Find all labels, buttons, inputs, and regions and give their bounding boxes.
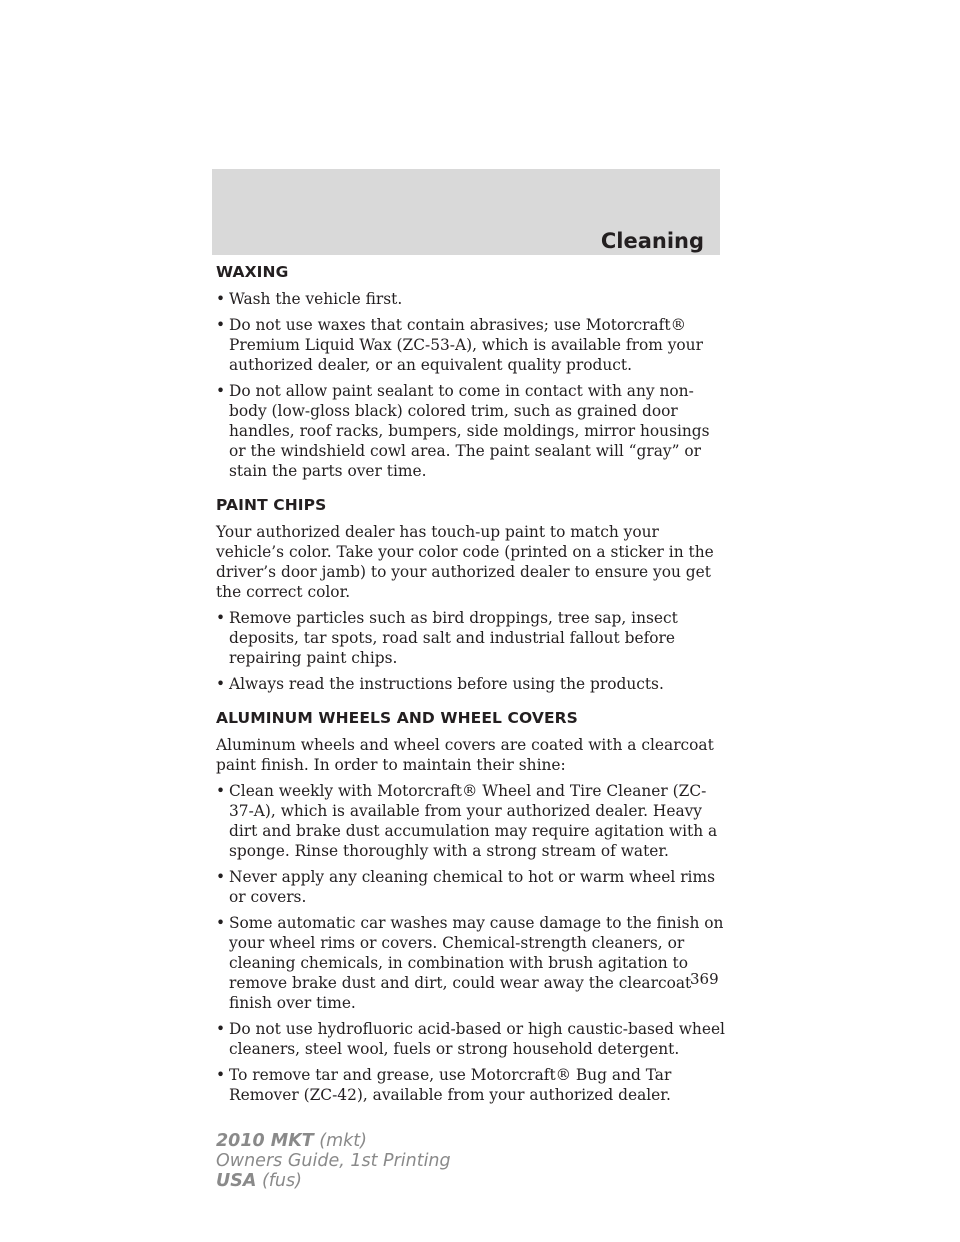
paragraph: Aluminum wheels and wheel covers are coated with a clearcoat paint finish. In order to maintain their shine: [216, 736, 714, 774]
footer-line-market [216, 1171, 451, 1191]
footer-market-code: (fus) [261, 1171, 302, 1191]
section-heading: PAINT CHIPS [216, 496, 327, 514]
section-paint-chips [216, 495, 726, 694]
section-heading: ALUMINUM WHEELS AND WHEEL COVERS [216, 709, 578, 727]
paragraph: Your authorized dealer has touch-up paint to match your vehicle’s color. Take your color code (printed on a sticker in the driver’s door jamb) to your authorized dealer to ensure you get the correct color. [216, 523, 714, 601]
section-aluminum-wheels [216, 708, 726, 1105]
list-item: • Do not use waxes that contain abrasives; use Motorcraft® Premium Liquid Wax (ZC-53-A), which is available from your authorized dealer, or an equivalent quality product. [216, 315, 726, 375]
footer-model: 2010 MKT [216, 1131, 314, 1151]
page-number: 369 [690, 970, 719, 988]
footer-model-code: (mkt) [319, 1131, 367, 1151]
list-item: • To remove tar and grease, use Motorcraft® Bug and Tar Remover (ZC-42), available from your authorized dealer. [216, 1065, 726, 1105]
chapter-header-band [212, 169, 720, 255]
print-footer [216, 1131, 451, 1191]
list-item: • Wash the vehicle first. [216, 289, 726, 309]
bullet-list [216, 781, 726, 1105]
page-content [216, 262, 726, 1111]
footer-line-model [216, 1131, 451, 1151]
bullet-list [216, 289, 726, 481]
section-heading: WAXING [216, 263, 289, 281]
list-item: • Some automatic car washes may cause damage to the finish on your wheel rims or covers. Chemical-strength cleaners, or cleaning chemicals, in combination with brush agitation to remove brake dust and dirt, could wear away the clearcoat finish over time. [216, 913, 726, 1013]
list-item: • Always read the instructions before using the products. [216, 674, 726, 694]
footer-market: USA [216, 1171, 257, 1191]
list-item: • Clean weekly with Motorcraft® Wheel and Tire Cleaner (ZC-37-A), which is available from your authorized dealer. Heavy dirt and brake dust accumulation may require agitation with a sponge. Rinse thoroughly with a strong stream of water. [216, 781, 726, 861]
footer-edition: Owners Guide, 1st Printing [216, 1151, 451, 1171]
list-item: • Never apply any cleaning chemical to hot or warm wheel rims or covers. [216, 867, 726, 907]
bullet-list [216, 608, 726, 694]
list-item: • Do not allow paint sealant to come in contact with any non-body (low-gloss black) colored trim, such as grained door handles, roof racks, bumpers, side moldings, mirror housings or the windshield cowl area. The paint sealant will “gray” or stain the parts over time. [216, 381, 726, 481]
list-item: • Remove particles such as bird droppings, tree sap, insect deposits, tar spots, road salt and industrial fallout before repairing paint chips. [216, 608, 726, 668]
section-waxing [216, 262, 726, 481]
chapter-title: Cleaning [600, 229, 704, 253]
list-item: • Do not use hydrofluoric acid-based or high caustic-based wheel cleaners, steel wool, fuels or strong household detergent. [216, 1019, 726, 1059]
